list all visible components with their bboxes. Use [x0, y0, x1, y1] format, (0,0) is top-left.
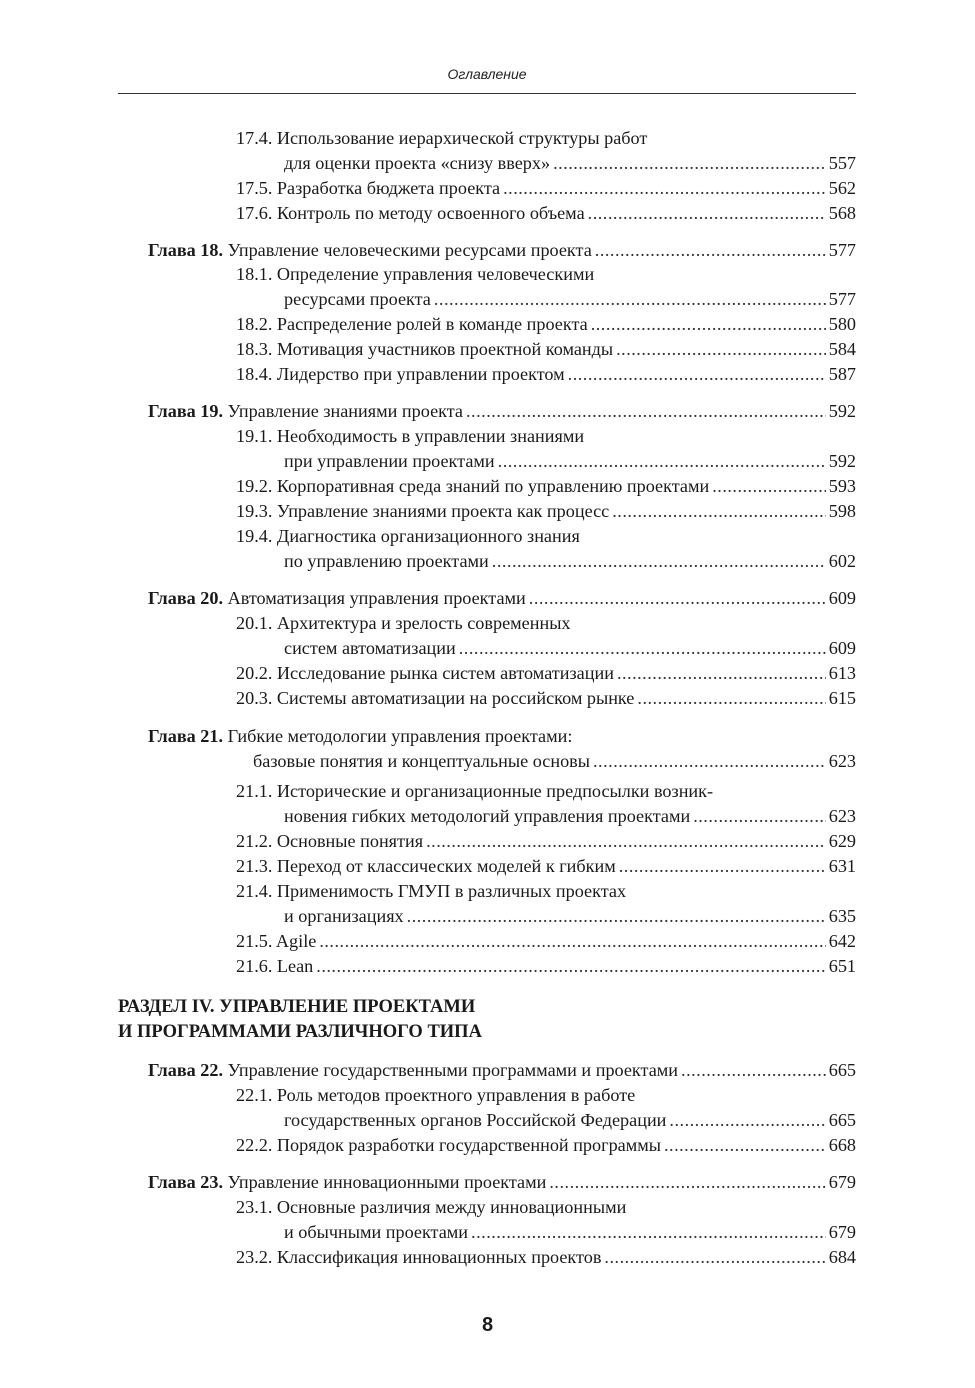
leader-dots — [549, 1170, 825, 1195]
toc-page-number: 623 — [828, 751, 856, 771]
toc-entry[interactable] — [236, 929, 856, 954]
toc-entry-title: Управление человеческими ресурсами проекта — [223, 240, 592, 260]
toc-page-number: 592 — [828, 451, 856, 471]
toc-entry-title: 21.2. Основные понятия — [236, 831, 424, 851]
toc-entry[interactable] — [236, 474, 856, 499]
toc-entry-title: 19.2. Корпоративная среда знаний по управлению проектами — [236, 476, 710, 496]
toc-entry-title: государственных органов Российской Федерации — [284, 1110, 667, 1130]
toc-page-number: 598 — [828, 501, 856, 521]
toc-page-number: 635 — [828, 906, 856, 926]
toc-entry[interactable] — [236, 1245, 856, 1270]
toc-entry[interactable] — [236, 1083, 856, 1108]
toc-page-number: 584 — [828, 339, 856, 359]
toc-entry-title: 21.4. Применимость ГМУП в различных проектах — [236, 881, 627, 901]
toc-entry-title: и обычными проектами — [284, 1222, 469, 1242]
toc-entry-title: при управлении проектами — [284, 451, 495, 471]
toc-entry[interactable] — [236, 686, 856, 711]
toc-page-number: 668 — [828, 1135, 856, 1155]
toc-entry-title: 23.2. Классификация инновационных проектов — [236, 1247, 602, 1267]
toc-entry-title: 21.1. Исторические и организационные предпосылки возник- — [236, 781, 714, 801]
toc-page-number: 615 — [828, 688, 856, 708]
toc-entry[interactable] — [284, 636, 856, 661]
toc-page-number: 629 — [828, 831, 856, 851]
leader-dots — [568, 362, 826, 387]
toc-entry-title: базовые понятия и концептуальные основы — [253, 751, 590, 771]
toc-page-number: 613 — [828, 663, 856, 683]
toc-entry-title: 20.2. Исследование рынка систем автоматизации — [236, 663, 614, 683]
toc-entry[interactable] — [236, 312, 856, 337]
leader-dots — [617, 661, 826, 686]
toc-entry-title: 17.6. Контроль по методу освоенного объема — [236, 203, 585, 223]
toc-page-number: 609 — [828, 638, 856, 658]
toc-page-number: 631 — [828, 856, 856, 876]
toc-entry[interactable] — [236, 779, 856, 804]
leader-dots — [591, 312, 826, 337]
chapter-label: Глава 22. — [148, 1060, 224, 1080]
toc-entry-title: систем автоматизации — [284, 638, 456, 658]
toc-page-number: 679 — [828, 1172, 856, 1192]
toc-entry[interactable] — [236, 201, 856, 226]
toc-page-number: 592 — [828, 401, 856, 421]
leader-dots — [604, 1245, 825, 1270]
toc-entry-title: 19.3. Управление знаниями проекта как процесс — [236, 501, 610, 521]
leader-dots — [712, 474, 826, 499]
leader-dots — [407, 904, 826, 929]
toc-entry[interactable] — [253, 749, 856, 774]
leader-dots — [503, 176, 826, 201]
toc-entry[interactable] — [284, 1108, 856, 1133]
toc-entry[interactable] — [236, 524, 856, 549]
leader-dots — [471, 1220, 826, 1245]
toc-page-number: 642 — [828, 931, 856, 951]
page-number: 8 — [481, 1314, 494, 1336]
toc-entry-title: 20.1. Архитектура и зрелость современных — [236, 613, 571, 633]
toc-entry[interactable] — [236, 829, 856, 854]
toc-entry[interactable] — [236, 611, 856, 636]
leader-dots — [693, 804, 826, 829]
leader-dots — [681, 1058, 826, 1083]
toc-entry-title: 19.1. Необходимость в управлении знаниями — [236, 426, 585, 446]
toc-entry-title: 19.4. Диагностика организационного знания — [236, 526, 580, 546]
toc-entry[interactable] — [236, 1133, 856, 1158]
toc-chapter[interactable] — [148, 1058, 856, 1083]
toc-entry-title: и организациях — [284, 906, 404, 926]
toc-page-number: 665 — [828, 1060, 856, 1080]
leader-dots — [426, 829, 826, 854]
toc-page-number: 623 — [828, 806, 856, 826]
chapter-label: Глава 21. — [148, 726, 224, 746]
toc-entry-title: Гибкие методологии управления проектами: — [223, 726, 573, 746]
chapter-label: Глава 19. — [148, 401, 224, 421]
toc-page-number: 577 — [828, 240, 856, 260]
leader-dots — [553, 151, 826, 176]
toc-entry[interactable] — [236, 126, 856, 151]
toc-entry-title: 18.3. Мотивация участников проектной команды — [236, 339, 614, 359]
toc-page-number: 577 — [828, 289, 856, 309]
leader-dots — [595, 238, 826, 263]
toc-entry-title: 18.1. Определение управления человеческими — [236, 264, 595, 284]
toc-page-number: 593 — [828, 476, 856, 496]
leader-dots — [466, 399, 826, 424]
toc-entry-title: 18.4. Лидерство при управлении проектом — [236, 364, 565, 384]
toc-page-number: 651 — [828, 956, 856, 976]
toc-entry[interactable] — [284, 287, 856, 312]
toc-entry[interactable] — [236, 262, 856, 287]
chapter-label: Глава 20. — [148, 588, 224, 608]
leader-dots — [619, 854, 826, 879]
toc-entry-title: 23.1. Основные различия между инновационными — [236, 1197, 627, 1217]
toc-page-number: 684 — [828, 1247, 856, 1267]
leader-dots — [593, 749, 826, 774]
toc-entry-title: 21.5. Agile — [236, 931, 317, 951]
toc-page-number: 609 — [828, 588, 856, 608]
toc-entry-title: 17.5. Разработка бюджета проекта — [236, 178, 501, 198]
toc-entry[interactable] — [236, 337, 856, 362]
toc-entry-title: 22.1. Роль методов проектного управления в работе — [236, 1085, 636, 1105]
toc-entry-title: ресурсами проекта — [284, 289, 431, 309]
toc-page-number: 665 — [828, 1110, 856, 1130]
leader-dots — [498, 449, 826, 474]
leader-dots — [616, 337, 826, 362]
toc-entry[interactable] — [236, 661, 856, 686]
leader-dots — [612, 499, 825, 524]
leader-dots — [319, 929, 825, 954]
toc-entry[interactable] — [236, 176, 856, 201]
toc-page-number: 580 — [828, 314, 856, 334]
toc-entry[interactable] — [236, 499, 856, 524]
toc-entry[interactable] — [284, 804, 856, 829]
section-heading-line2[interactable]: И ПРОГРАММАМИ РАЗЛИЧНОГО ТИПА — [118, 1022, 482, 1042]
section-heading-line1[interactable]: РАЗДЕЛ IV. УПРАВЛЕНИЕ ПРОЕКТАМИ — [118, 997, 476, 1017]
toc-entry[interactable] — [236, 424, 856, 449]
chapter-label: Глава 23. — [148, 1172, 224, 1192]
leader-dots — [669, 1108, 825, 1133]
toc-entry[interactable] — [236, 854, 856, 879]
toc-entry[interactable] — [284, 151, 856, 176]
toc-chapter[interactable] — [148, 586, 856, 611]
toc-entry-title: Управление инновационными проектами — [223, 1172, 547, 1192]
toc-entry-title: Управление знаниями проекта — [223, 401, 463, 421]
toc-entry-title: 20.3. Системы автоматизации на российском рынке — [236, 688, 635, 708]
toc-page-number: 679 — [828, 1222, 856, 1242]
leader-dots — [316, 954, 825, 979]
toc-entry-title: 21.6. Lean — [236, 956, 314, 976]
toc-entry[interactable] — [236, 362, 856, 387]
leader-dots — [492, 549, 826, 574]
toc-entry-title: 18.2. Распределение ролей в команде проекта — [236, 314, 588, 334]
toc-entry[interactable] — [236, 954, 856, 979]
leader-dots — [664, 1133, 826, 1158]
leader-dots — [637, 686, 825, 711]
toc-entry-title: по управлению проектами — [284, 551, 489, 571]
leader-dots — [459, 636, 826, 661]
chapter-label: Глава 18. — [148, 240, 224, 260]
toc-entry-title: Управление государственными программами и проектами — [223, 1060, 679, 1080]
toc-entry[interactable] — [236, 1195, 856, 1220]
running-header: Оглавление — [447, 66, 527, 82]
toc-chapter[interactable] — [148, 399, 856, 424]
toc-entry[interactable] — [284, 1220, 856, 1245]
toc-page-number: 587 — [828, 364, 856, 384]
toc-entry-title: новения гибких методологий управления проектами — [284, 806, 691, 826]
leader-dots — [434, 287, 826, 312]
toc-entry[interactable] — [284, 549, 856, 574]
leader-dots — [588, 201, 826, 226]
toc-entry[interactable] — [284, 449, 856, 474]
toc-page-number: 557 — [828, 153, 856, 173]
toc-page-number: 602 — [828, 551, 856, 571]
toc-entry-title: 22.2. Порядок разработки государственной программы — [236, 1135, 661, 1155]
toc-page-number: 568 — [828, 203, 856, 223]
toc-entry-title: Автоматизация управления проектами — [223, 588, 526, 608]
toc-page-number: 562 — [828, 178, 856, 198]
header-rule — [118, 93, 856, 94]
toc-chapter[interactable] — [148, 1170, 856, 1195]
toc-entry[interactable] — [284, 904, 856, 929]
toc-chapter[interactable] — [148, 238, 856, 263]
toc-chapter[interactable] — [148, 724, 856, 749]
toc-entry-title: для оценки проекта «снизу вверх» — [284, 153, 551, 173]
toc-entry[interactable] — [236, 879, 856, 904]
toc-entry-title: 21.3. Переход от классических моделей к гибким — [236, 856, 616, 876]
toc-entry-title: 17.4. Использование иерархической структуры работ — [236, 128, 648, 148]
leader-dots — [529, 586, 826, 611]
